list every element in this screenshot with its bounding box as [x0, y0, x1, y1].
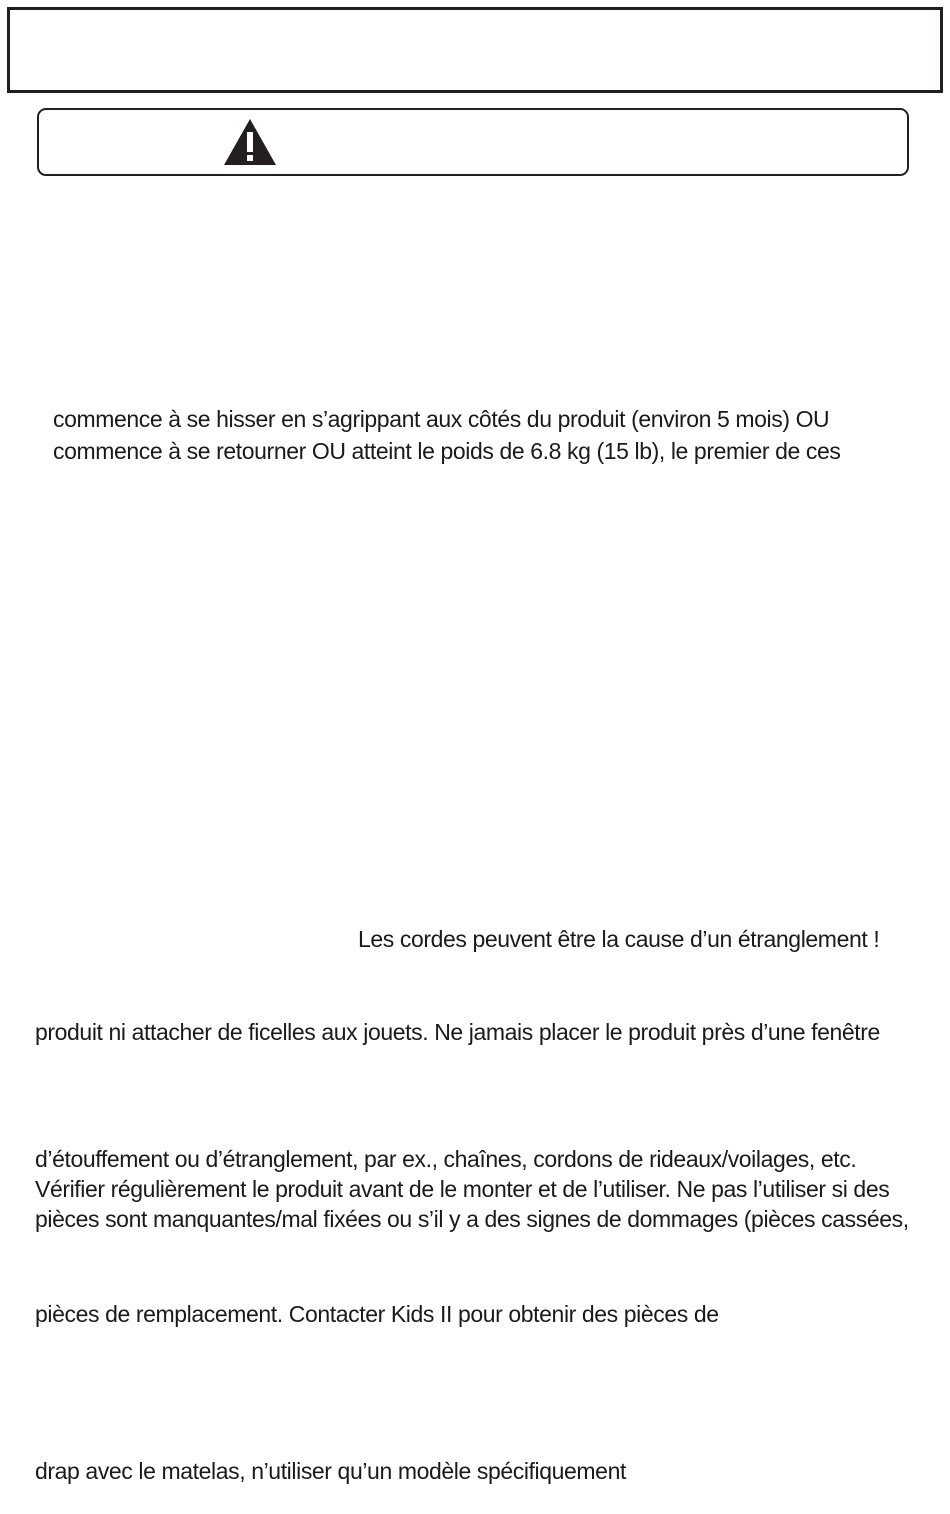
- warning-header-box: [37, 108, 909, 176]
- paragraph-3-line-2: Vérifier régulièrement le produit avant de le monter et de l’utiliser. Ne pas l’utiliser si des: [35, 1176, 890, 1202]
- paragraph-3-line-3: pièces sont manquantes/mal fixées ou s’il y a des signes de dommages (pièces cassées,: [35, 1206, 909, 1232]
- paragraph-1-line-2: commence à se retourner OU atteint le poids de 6.8 kg (15 lb), le premier de ces: [53, 438, 841, 464]
- paragraph-5-line-1: drap avec le matelas, n’utiliser qu’un modèle spécifiquement: [35, 1458, 626, 1484]
- title-box: [7, 7, 943, 93]
- paragraph-1-line-1: commence à se hisser en s’agrippant aux côtés du produit (environ 5 mois) OU: [53, 406, 830, 432]
- warning-triangle-icon: [222, 117, 278, 167]
- cords-warning-text: Les cordes peuvent être la cause d’un étranglement !: [358, 926, 880, 952]
- paragraph-4-line-1: pièces de remplacement. Contacter Kids II pour obtenir des pièces de: [35, 1301, 719, 1327]
- paragraph-3-line-1: d’étouffement ou d’étranglement, par ex., chaînes, cordons de rideaux/voilages, etc.: [35, 1146, 857, 1172]
- paragraph-2-line-1: produit ni attacher de ficelles aux jouets. Ne jamais placer le produit près d’une fenêtre: [35, 1019, 880, 1045]
